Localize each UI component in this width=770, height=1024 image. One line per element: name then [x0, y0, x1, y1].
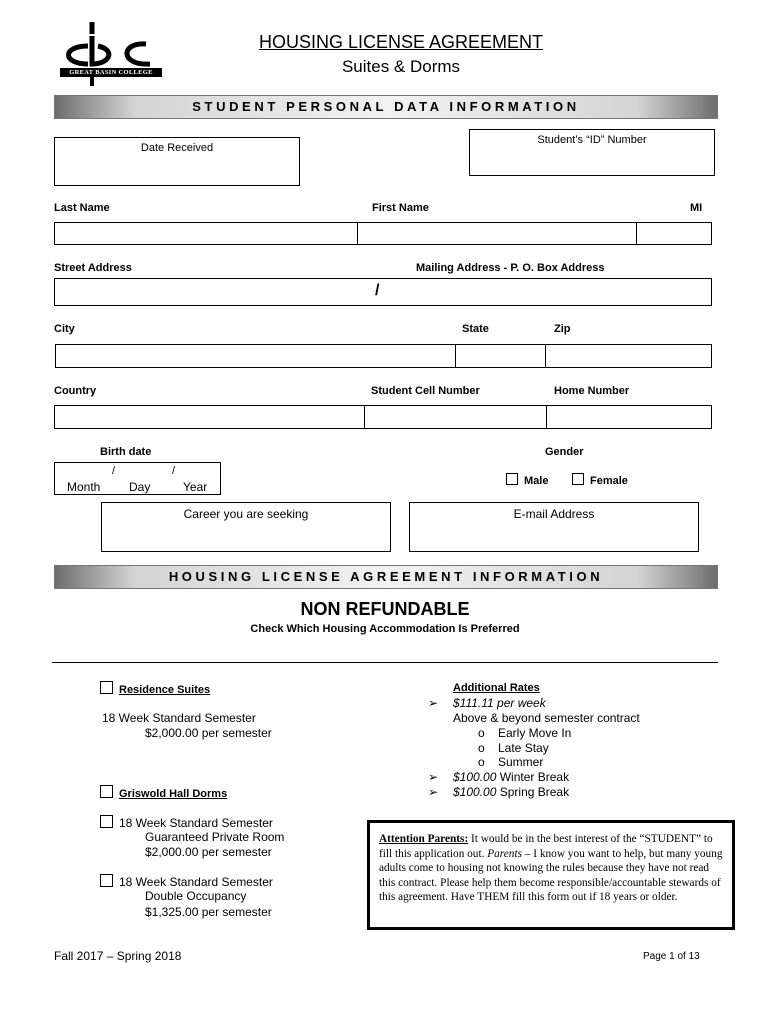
birth-date-label: Birth date: [100, 446, 152, 458]
arrow-bullet-icon: ➢: [428, 770, 439, 784]
attention-heading: Attention Parents:: [379, 833, 469, 845]
rate-sub-3: [478, 755, 543, 769]
griswold-dorms-option[interactable]: [100, 785, 227, 800]
circle-bullet-icon: o: [478, 755, 485, 769]
residence-suites-label: Residence Suites: [119, 684, 211, 696]
female-label: Female: [590, 475, 628, 487]
circle-bullet-icon: o: [478, 741, 485, 755]
rate-bullet-2: [428, 770, 569, 784]
last-name-label: Last Name: [54, 202, 110, 214]
birth-sep-2: /: [172, 465, 176, 477]
griswold-private-line1: 18 Week Standard Semester: [119, 816, 273, 830]
state-label: State: [462, 323, 489, 335]
city-label: City: [54, 323, 75, 335]
page-subtitle: Suites & Dorms: [341, 57, 461, 76]
residence-suites-option[interactable]: [100, 681, 210, 696]
gender-male-option[interactable]: [506, 473, 548, 487]
griswold-private-line2: Guaranteed Private Room: [145, 830, 285, 844]
zip-label: Zip: [554, 323, 571, 335]
gender-label: Gender: [545, 446, 584, 458]
email-label: E-mail Address: [513, 507, 595, 521]
footer-page-number: Page 1 of 13: [643, 951, 700, 962]
student-id-box[interactable]: [469, 129, 715, 176]
first-name-label: First Name: [372, 202, 429, 214]
rate-sub-late: Late Stay: [498, 741, 549, 755]
mailing-address-label: Mailing Address - P. O. Box Address: [416, 262, 605, 274]
page-title: HOUSING LICENSE AGREEMENT: [258, 32, 544, 52]
birth-sep-1: /: [112, 465, 116, 477]
attention-parents-word: Parents: [487, 847, 522, 860]
rate-bullet-1: [428, 696, 546, 710]
student-id-label: Student’s “ID” Number: [537, 134, 647, 146]
birth-date-field[interactable]: [54, 462, 221, 495]
male-checkbox[interactable]: [506, 473, 518, 485]
attention-parents-box: [367, 820, 735, 930]
email-field[interactable]: [409, 502, 699, 552]
mi-label: MI: [690, 202, 703, 214]
city-field[interactable]: [55, 344, 456, 368]
griswold-private-checkbox[interactable]: [100, 815, 113, 828]
griswold-dorms-label: Griswold Hall Dorms: [119, 788, 228, 800]
gender-female-option[interactable]: [572, 473, 628, 487]
rate-bullet-3: [428, 785, 569, 799]
address-field[interactable]: [54, 278, 712, 306]
residence-suites-checkbox[interactable]: [100, 681, 113, 694]
college-logo: [58, 20, 170, 90]
rate-spring-text: Spring Break: [499, 785, 570, 799]
griswold-private-option[interactable]: [100, 815, 273, 830]
attention-text-2: – I know you want to help, but many young adults come to housing not knowing the rules because they have not read this contract. Please help them become responsible/accountable stewards of this agreement. Have THEM fill this form out if 18 years or older.: [379, 847, 723, 904]
address-separator: /: [375, 282, 380, 299]
residence-price-text: $2,000.00 per semester: [145, 726, 272, 740]
logo-text: GREAT BASIN COLLEGE: [69, 69, 153, 76]
griswold-double-line1: 18 Week Standard Semester: [119, 875, 273, 889]
rate-sub-2: [478, 741, 549, 755]
country-label: Country: [54, 385, 97, 397]
birth-day-label: Day: [129, 480, 151, 494]
rate-weekly: $111.11 per week: [453, 696, 546, 710]
first-name-field[interactable]: [357, 222, 637, 245]
rate-sub-1: [478, 726, 571, 740]
cell-number-field[interactable]: [364, 405, 547, 429]
career-label: Career you are seeking: [183, 507, 309, 521]
footer-term: Fall 2017 – Spring 2018: [54, 949, 182, 963]
street-address-label: Street Address: [54, 262, 132, 274]
date-received-label: Date Received: [140, 142, 214, 154]
mi-field[interactable]: [636, 222, 712, 245]
rate-spring-price: $100.00: [453, 785, 497, 799]
date-received-box[interactable]: [54, 137, 300, 186]
birth-month-label: Month: [67, 480, 101, 494]
griswold-double-option[interactable]: [100, 874, 273, 889]
rate-winter-text: Winter Break: [499, 770, 570, 784]
griswold-private-line3: $2,000.00 per semester: [145, 845, 272, 859]
additional-rates-title: Additional Rates: [453, 682, 540, 694]
section-banner-housing-agreement: HOUSING LICENSE AGREEMENT INFORMATION: [54, 565, 718, 589]
griswold-double-line3: $1,325.00 per semester: [145, 905, 272, 919]
career-field[interactable]: [101, 502, 391, 552]
country-field[interactable]: [54, 405, 365, 429]
zip-field[interactable]: [545, 344, 712, 368]
rate-sub-early: Early Move In: [498, 726, 572, 740]
last-name-field[interactable]: [54, 222, 358, 245]
male-label: Male: [524, 475, 549, 487]
arrow-bullet-icon: ➢: [428, 785, 439, 799]
arrow-bullet-icon: ➢: [428, 696, 439, 710]
circle-bullet-icon: o: [478, 726, 485, 740]
griswold-dorms-checkbox[interactable]: [100, 785, 113, 798]
home-number-label: Home Number: [554, 385, 630, 397]
state-field[interactable]: [455, 344, 546, 368]
griswold-double-checkbox[interactable]: [100, 874, 113, 887]
birth-year-label: Year: [183, 480, 208, 494]
female-checkbox[interactable]: [572, 473, 584, 485]
section-banner-personal-data: STUDENT PERSONAL DATA INFORMATION: [54, 95, 718, 119]
divider-line: [52, 662, 718, 663]
cell-number-label: Student Cell Number: [371, 385, 480, 397]
rate-winter-price: $100.00: [453, 770, 497, 784]
attention-text-1: It would be in the best interest of the “STUDENT” to fill this application out.: [379, 833, 713, 860]
home-number-field[interactable]: [546, 405, 712, 429]
check-preference-instruction: Check Which Housing Accommodation Is Preferred: [250, 623, 520, 635]
non-refundable-heading: NON REFUNDABLE: [300, 599, 470, 619]
residence-semester-text: 18 Week Standard Semester: [102, 711, 256, 725]
griswold-double-line2: Double Occupancy: [145, 889, 247, 903]
rate-weekly-sub: Above & beyond semester contract: [453, 711, 640, 725]
rate-sub-summer: Summer: [498, 755, 544, 769]
